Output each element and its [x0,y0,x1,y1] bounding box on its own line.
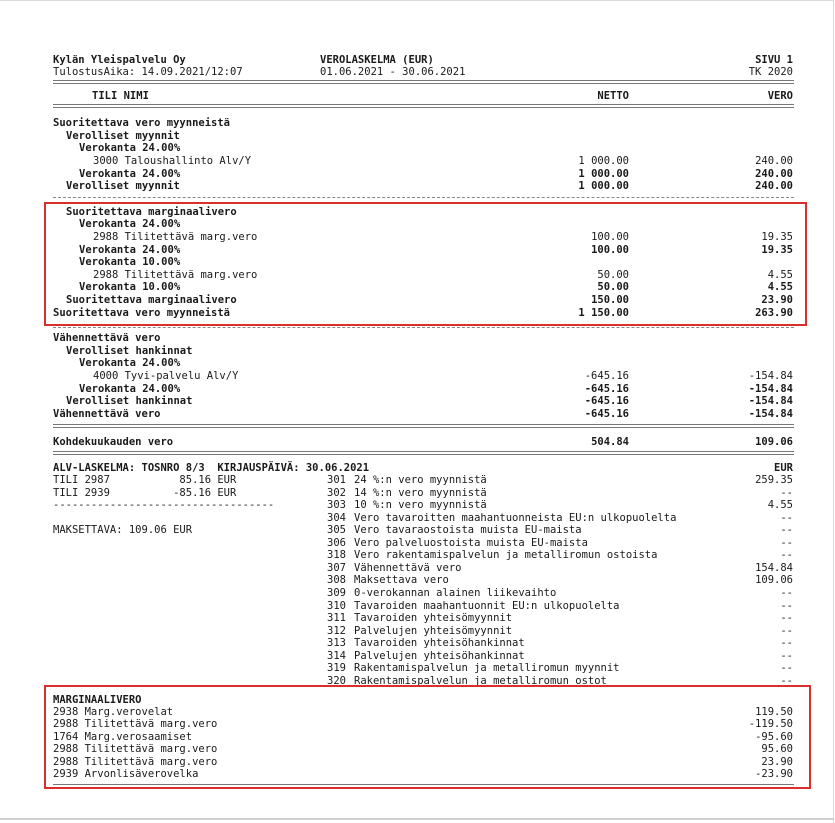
row-net-value: -645.16 [584,370,629,382]
alv-description: 0-verokannan alainen liikevaihto [354,587,557,599]
row-label: Suoritettava vero myynneistä [53,117,231,129]
column-header-net: NETTO [597,90,629,102]
alv-value: -- [780,625,793,637]
report-period: 01.06.2021 - 30.06.2021 [320,66,466,78]
alv-description: 24 %:n vero myynnistä [354,474,487,486]
alv-description: Vähennettävä vero [354,562,462,574]
alv-code: 304 [327,512,346,524]
alv-description: Rakentamispalvelun ja metalliromun ostot [354,675,607,687]
column-header-account: TILI NIMI [92,90,149,102]
margin-line-value: 95.60 [761,743,793,755]
alv-value: -- [780,600,793,612]
alv-description: 10 %:n vero myynnistä [354,499,487,511]
row-label: Verolliset myynnit [66,180,180,192]
alv-code: 318 [327,549,346,561]
row-label: Verokanta 24.00% [79,383,181,395]
row-tax-value: 19.35 [761,231,793,243]
row-tax-value: -154.84 [748,395,793,407]
alv-description: Vero tavaroitten maahantuonneista EU:n ulkopuolelta [354,512,677,524]
margin-line-value: 119.50 [755,706,793,718]
row-tax-value: -154.84 [748,370,793,382]
margin-line-label: 2988 Tilitettävä marg.vero [53,743,218,755]
row-tax-value: -154.84 [748,383,793,395]
alv-code: 301 [327,474,346,486]
row-tax-value: 4.55 [767,269,793,281]
page-border-top [0,0,834,1]
row-net-value: -645.16 [584,383,629,395]
alv-value: -- [780,662,793,674]
alv-code: 308 [327,574,346,586]
row-label: Suoritettava vero myynneistä [53,307,231,319]
alv-code: 305 [327,524,346,536]
alv-code: 320 [327,675,346,687]
period-total-tax: 109.06 [755,436,793,448]
header-separator [53,80,794,84]
alv-summary-line: TILI 2987 85.16 EUR [53,474,237,486]
row-label: Verolliset myynnit [66,130,180,142]
row-net-value: 1 000.00 [578,168,629,180]
row-net-value: 100.00 [591,244,629,256]
page-number: SIVU 1 [755,54,793,66]
alv-currency: EUR [774,462,793,474]
margin-line-value: -23.90 [755,768,793,780]
row-net-value: 1 000.00 [578,180,629,192]
column-header-separator [53,104,794,108]
alv-value: -- [780,650,793,662]
row-label: Vähennettävä vero [53,332,161,344]
highlight-margin-tax-box [44,202,807,326]
margin-line-label: 2988 Tilitettävä marg.vero [53,718,218,730]
alv-value: -- [780,487,793,499]
alv-code: 306 [327,537,346,549]
alv-description: Tavaroiden yhteisömyynnit [354,612,513,624]
highlight-margin-entries-box [44,685,811,789]
alv-value: 154.84 [755,562,793,574]
row-label: Verokanta 10.00% [79,281,181,293]
alv-summary-line: ----------------------------------- [53,499,275,511]
row-tax-value: 240.00 [755,180,793,192]
alv-description: Tavaroiden maahantuonnit EU:n ulkopuolelta [354,600,620,612]
row-label: 4000 Tyvi-palvelu Alv/Y [93,370,239,382]
row-label: Verokanta 24.00% [79,357,181,369]
alv-value: -- [780,612,793,624]
alv-value: 259.35 [755,474,793,486]
section-separator [53,197,794,198]
row-tax-value: -154.84 [748,408,793,420]
row-net-value: 150.00 [591,294,629,306]
margin-line-label: 1764 Marg.verosaamiset [53,731,193,743]
margin-line-label: 2939 Arvonlisäverovelka [53,768,199,780]
row-label: 2988 Tilitettävä marg.vero [93,231,258,243]
margin-line-label: 2938 Marg.verovelat [53,706,174,718]
row-label: Suoritettava marginaalivero [66,294,237,306]
alv-value: -- [780,512,793,524]
row-tax-value: 19.35 [761,244,793,256]
company-name: Kylän Yleispalvelu Oy [53,54,186,66]
alv-value: -- [780,537,793,549]
row-net-value: -645.16 [584,395,629,407]
margin-line-value: -119.50 [748,718,793,730]
page-border-right [833,0,834,823]
alv-code: 302 [327,487,346,499]
alv-code: 319 [327,662,346,674]
fiscal-year: TK 2020 [748,66,793,78]
row-label: Suoritettava marginaalivero [66,206,237,218]
alv-value: -- [780,587,793,599]
alv-description: Palvelujen yhteisömyynnit [354,625,513,637]
alv-code: 303 [327,499,346,511]
alv-value: -- [780,675,793,687]
row-label: Verokanta 24.00% [79,244,181,256]
alv-code: 313 [327,637,346,649]
row-label: Verokanta 24.00% [79,142,181,154]
period-total-net: 504.84 [591,436,629,448]
alv-value: 4.55 [767,499,793,511]
row-tax-value: 263.90 [755,307,793,319]
total-separator-top [53,424,794,428]
row-label: Verokanta 10.00% [79,256,181,268]
alv-description: Vero tavaraostoista muista EU-maista [354,524,582,536]
row-net-value: 100.00 [591,231,629,243]
margin-line-value: -95.60 [755,731,793,743]
row-label: Verolliset hankinnat [66,345,193,357]
alv-description: Vero palveluostoista muista EU-maista [354,537,588,549]
alv-code: 314 [327,650,346,662]
alv-description: 14 %:n vero myynnistä [354,487,487,499]
total-separator-bottom [53,451,794,455]
alv-summary-line: TILI 2939 -85.16 EUR [53,487,237,499]
alv-description: Tavaroiden yhteisöhankinnat [354,637,525,649]
section-separator [53,327,794,328]
column-header-tax: VERO [767,90,793,102]
report-title: VEROLASKELMA (EUR) [320,54,434,66]
alv-value: -- [780,524,793,536]
alv-code: 309 [327,587,346,599]
row-net-value: 50.00 [597,281,629,293]
alv-value: 109.06 [755,574,793,586]
margin-line-value: 23.90 [761,756,793,768]
row-label: Verokanta 24.00% [79,168,181,180]
alv-code: 312 [327,625,346,637]
alv-description: Palvelujen yhteisöhankinnat [354,650,525,662]
row-tax-value: 240.00 [755,155,793,167]
page-border-bottom [0,818,834,820]
row-tax-value: 4.55 [767,281,793,293]
alv-description: Vero rakentamispalvelun ja metalliromun ostoista [354,549,658,561]
print-time: TulostusAika: 14.09.2021/12:07 [53,66,243,78]
period-total-label: Kohdekuukauden vero [53,436,174,448]
alv-value: -- [780,637,793,649]
row-label: 2988 Tilitettävä marg.vero [93,269,258,281]
alv-code: 307 [327,562,346,574]
row-tax-value: 240.00 [755,168,793,180]
row-label: 3000 Taloushallinto Alv/Y [93,155,252,167]
row-tax-value: 23.90 [761,294,793,306]
row-net-value: 1 000.00 [578,155,629,167]
alv-heading: ALV-LASKELMA: TOSNRO 8/3 KIRJAUSPÄIVÄ: 30.06.2021 [53,462,370,474]
alv-summary-line: MAKSETTAVA: 109.06 EUR [53,524,193,536]
row-net-value: -645.16 [584,408,629,420]
alv-code: 311 [327,612,346,624]
margin-line-label: 2988 Tilitettävä marg.vero [53,756,218,768]
row-net-value: 50.00 [597,269,629,281]
alv-code: 310 [327,600,346,612]
alv-value: -- [780,549,793,561]
row-label: Verolliset hankinnat [66,395,193,407]
alv-description: Maksettava vero [354,574,449,586]
row-net-value: 1 150.00 [578,307,629,319]
margin-heading: MARGINAALIVERO [53,694,142,706]
alv-description: Rakentamispalvelun ja metalliromun myynnit [354,662,620,674]
row-label: Vähennettävä vero [53,408,161,420]
row-label: Verokanta 24.00% [79,218,181,230]
